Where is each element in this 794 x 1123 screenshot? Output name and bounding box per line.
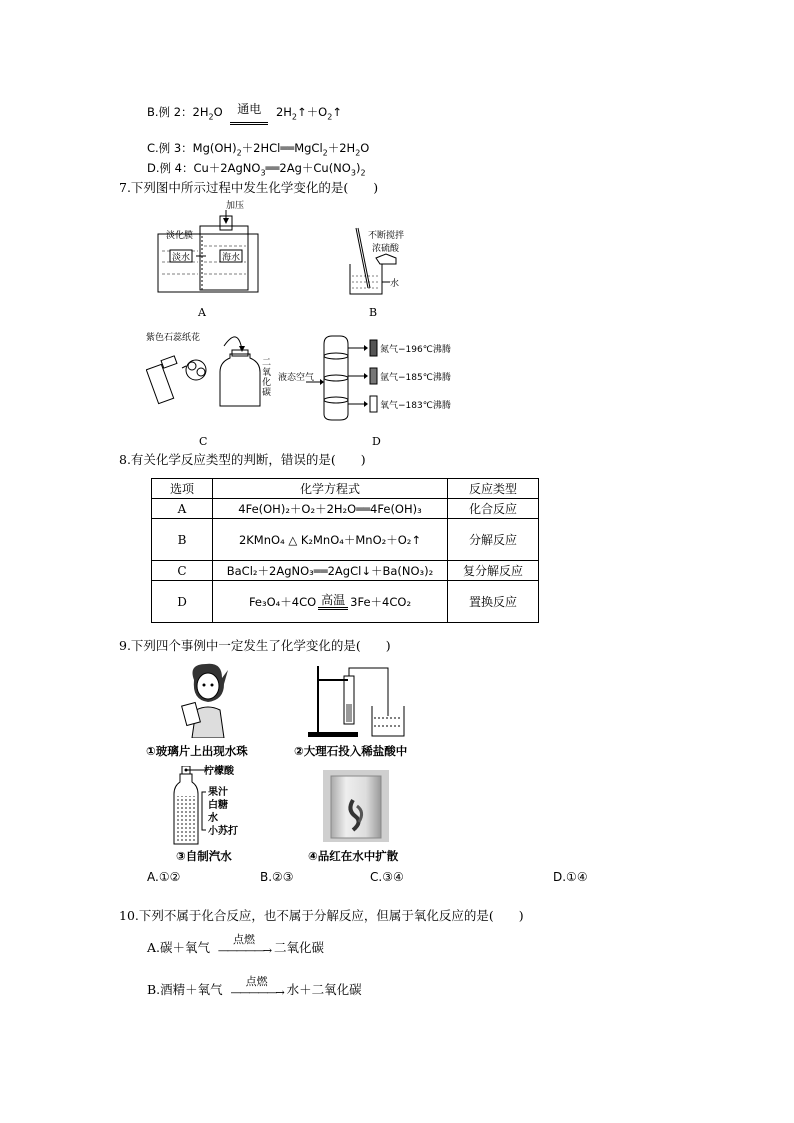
fresh-water-label: 淡水 bbox=[172, 253, 191, 263]
caption-2: ②大理石投入稀盐酸中 bbox=[294, 744, 408, 758]
condition-arrow: 点燃 —————→ bbox=[230, 975, 283, 999]
q6-option-b: B.例 2：$2H_2O$ 通电 $2H_2↑+O_2↑$ bbox=[147, 104, 342, 125]
condition-over-equals: 通电 bbox=[230, 109, 268, 125]
figure-a-desalination bbox=[150, 196, 270, 296]
caption-4: ④品红在水中扩散 bbox=[308, 849, 399, 863]
stir-label: 不断搅拌 bbox=[368, 231, 405, 241]
membrane-label: 淡化膜 bbox=[166, 231, 194, 241]
q10-option-a[interactable]: A.碳＋氧气 点燃 —————→ 二氧化碳 bbox=[147, 933, 325, 957]
table-row: D Fe₃O₄＋4CO 高温 3Fe＋4CO₂ 置换反应 bbox=[152, 581, 539, 623]
image-marble-acid-apparatus bbox=[308, 662, 408, 738]
liquid-air-label: 液态空气 bbox=[278, 373, 315, 383]
caption-3: ③自制汽水 bbox=[176, 849, 232, 863]
figure-a-label: A bbox=[198, 306, 206, 319]
q6-option-d: D.例 4：$Cu+2AgNO_3══2Ag+Cu(NO_3)_2$ bbox=[147, 161, 366, 178]
q6-option-c: C.例 3：$Mg(OH)_2+2HCl══MgCl_2+2H_2O$ bbox=[147, 141, 370, 158]
image-dye-diffusion bbox=[323, 770, 389, 842]
figure-c-label: C bbox=[199, 435, 208, 448]
bottle-labels: 果汁 白糖 水 小苏打 bbox=[208, 787, 238, 837]
table-row: B 2KMnO₄ △ K₂MnO₄＋MnO₂＋O₂↑ 分解反应 bbox=[152, 519, 539, 561]
table-row: C BaCl₂＋2AgNO₃══2AgCl↓＋Ba(NO₃)₂ 复分解反应 bbox=[152, 561, 539, 581]
header-equation: 化学方程式 bbox=[213, 479, 448, 499]
co2-label: 二氧化碳 bbox=[262, 358, 272, 398]
q9-option-c[interactable]: C.③④ bbox=[370, 870, 404, 884]
figure-b-label: B bbox=[369, 306, 378, 319]
header-type: 反应类型 bbox=[448, 479, 539, 499]
q10-stem: 10.下列不属于化合反应，也不属于分解反应，但属于氧化反应的是( ) bbox=[119, 908, 524, 923]
argon-label: 氩气−185℃沸腾 bbox=[380, 373, 451, 383]
pressure-label: 加压 bbox=[226, 201, 245, 211]
q9-option-a[interactable]: A.①② bbox=[147, 870, 181, 884]
q9-option-b[interactable]: B.②③ bbox=[260, 870, 294, 884]
caption-1: ①玻璃片上出现水珠 bbox=[146, 744, 248, 758]
figure-b-dilution bbox=[342, 224, 442, 296]
image-girl-glass bbox=[178, 660, 238, 738]
figure-c-litmus bbox=[146, 326, 276, 414]
figure-d-label: D bbox=[372, 435, 381, 448]
acid-label: 浓硫酸 bbox=[372, 244, 400, 254]
reaction-type-table bbox=[151, 478, 539, 623]
condition-over-equals: 高温 bbox=[318, 594, 348, 610]
table-header-row bbox=[152, 479, 539, 499]
condition-arrow: 点燃 —————→ bbox=[217, 933, 271, 957]
q10-option-b[interactable]: B.酒精＋氧气 点燃 —————→ 水＋二氧化碳 bbox=[147, 975, 362, 999]
oxygen-label: 氧气−183℃沸腾 bbox=[380, 401, 451, 411]
water-label: 水 bbox=[390, 279, 400, 289]
table-row: A 4Fe(OH)₂＋O₂＋2H₂O══4Fe(OH)₃ 化合反应 bbox=[152, 499, 539, 519]
figure-d-fractional-distillation bbox=[278, 334, 458, 422]
nitrogen-label: 氮气−196℃沸腾 bbox=[380, 345, 451, 355]
header-option: 选项 bbox=[152, 479, 213, 499]
q7-stem: 7.下列图中所示过程中发生化学变化的是( ) bbox=[119, 180, 379, 195]
bottle-label-citric-acid: 柠檬酸 bbox=[204, 766, 234, 777]
q9-option-d[interactable]: D.①④ bbox=[553, 870, 588, 884]
q9-stem: 9.下列四个事例中一定发生了化学变化的是( ) bbox=[119, 638, 391, 653]
sea-water-label: 海水 bbox=[222, 253, 241, 263]
litmus-flower-label: 紫色石蕊纸花 bbox=[146, 333, 201, 343]
q8-stem: 8.有关化学反应类型的判断，错误的是( ) bbox=[119, 452, 366, 467]
